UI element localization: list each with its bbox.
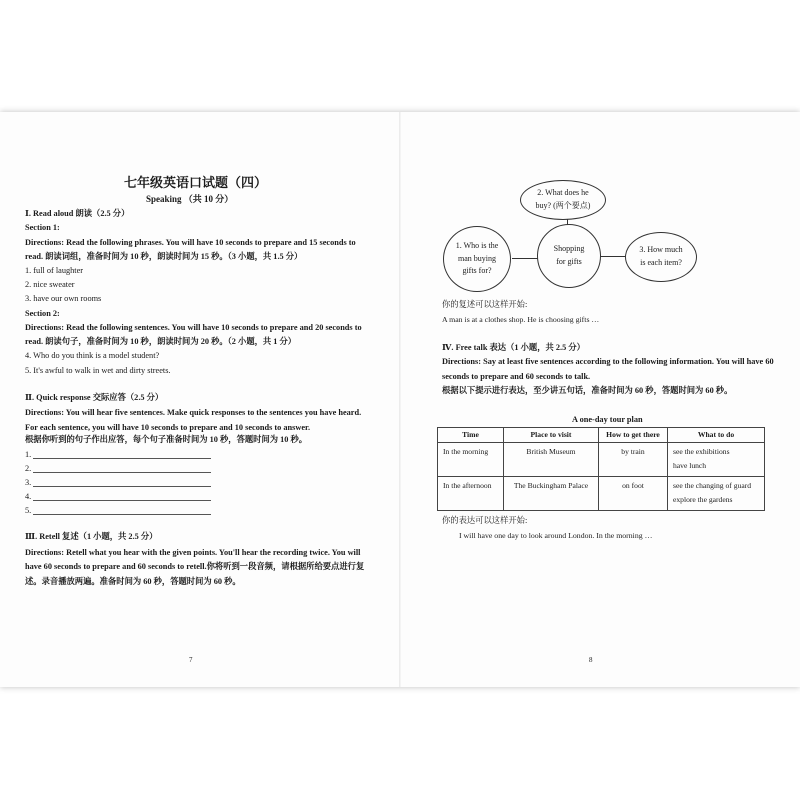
directions: read. 朗读句子，准备时间为 10 秒，朗读时间为 20 秒。（2 小题，共 1 分） — [25, 337, 297, 346]
activity: see the exhibitions — [673, 446, 730, 456]
table-cell: by train — [599, 442, 668, 476]
part3-heading: Ⅲ. Retell 复述（1 小题，共 2.5 分） — [25, 532, 158, 541]
table-cell — [668, 476, 765, 510]
directions: 根据你听到的句子作出应答，每个句子准备时间为 10 秒，答题时间为 10 秒。 — [25, 435, 308, 444]
directions: For each sentence, you will have 10 seconds to prepare and 10 seconds to answer. — [25, 423, 311, 432]
diagram-node-center: Shopping for gifts — [537, 224, 601, 288]
table-row — [438, 476, 765, 510]
directions: Directions: Say at least five sentences according to the following information. You will have 60 — [442, 357, 774, 366]
blank-label: 3. — [25, 478, 32, 487]
page-subtitle: Speaking （共 10 分） — [146, 194, 234, 204]
directions: Directions: Retell what you hear with the given points. You'll hear the recording twice. You will — [25, 548, 361, 557]
directions: seconds to prepare and 60 seconds to talk. — [442, 372, 591, 381]
answer-line — [33, 514, 211, 515]
talk-start: I will have one day to look around London. In the morning … — [459, 531, 653, 540]
table-cell: The Buckingham Palace — [504, 476, 599, 510]
list-item: 3. have our own rooms — [25, 294, 102, 303]
list-item: 2. nice sweater — [25, 280, 75, 289]
table-cell: In the morning — [438, 442, 504, 476]
directions: 述。录音播放两遍。准备时间为 60 秒，答题时间为 60 秒。 — [25, 577, 241, 586]
column-header: Time — [438, 428, 504, 443]
diagram-node-what: 2. What does he buy? (两个要点) — [520, 180, 606, 220]
directions: Directions: You will hear five sentences. Make quick responses to the sentences you have heard. — [25, 408, 362, 417]
blank-label: 2. — [25, 464, 32, 473]
table-cell — [668, 442, 765, 476]
answer-line — [33, 458, 211, 459]
column-header: What to do — [668, 428, 765, 443]
directions: 根据以下提示进行表达，至少讲五句话，准备时间为 60 秒，答题时间为 60 秒。 — [442, 386, 733, 395]
answer-line — [33, 472, 211, 473]
list-item: 4. Who do you think is a model student? — [25, 351, 160, 360]
part1-heading: Ⅰ. Read aloud 朗读（2.5 分） — [25, 209, 130, 218]
arrow-right — [599, 256, 625, 257]
page-title: 七年级英语口试题（四） — [124, 175, 268, 190]
directions: have 60 seconds to prepare and 60 seconds to retell.你将听到一段音频，请根据所给要点进行复 — [25, 562, 365, 571]
directions: Directions: Read the following phrases. You will have 10 seconds to prepare and 15 seconds to — [25, 238, 356, 247]
directions: Directions: Read the following sentences. You will have 10 seconds to prepare and 20 seconds to — [25, 323, 362, 332]
table-caption: A one-day tour plan — [572, 415, 643, 424]
list-item: 1. full of laughter — [25, 266, 84, 275]
section1-label: Section 1: — [25, 223, 60, 232]
activity: have lunch — [673, 461, 707, 471]
table-header-row — [438, 428, 765, 443]
page-number: 7 — [189, 656, 193, 664]
list-item: 5. It's awful to walk in wet and dirty streets. — [25, 366, 171, 375]
page-fold — [399, 112, 401, 687]
arrow-left — [512, 258, 538, 259]
blank-label: 1. — [25, 450, 32, 459]
diagram-node-who: 1. Who is the man buying gifts for? — [443, 226, 511, 292]
blank-label: 5. — [25, 506, 32, 515]
answer-line — [33, 486, 211, 487]
retell-start: A man is at a clothes shop. He is choosing gifts … — [442, 315, 600, 324]
part2-heading: Ⅱ. Quick response 交际应答（2.5 分） — [25, 393, 164, 402]
talk-prompt: 你的表达可以这样开始: — [442, 516, 528, 525]
table-row — [438, 442, 765, 476]
diagram-node-how-much: 3. How much is each item? — [625, 232, 697, 282]
column-header: How to get there — [599, 428, 668, 443]
answer-line — [33, 500, 211, 501]
page-number: 8 — [589, 656, 593, 664]
tour-plan-table — [437, 427, 765, 511]
retell-prompt: 你的复述可以这样开始: — [442, 300, 528, 309]
part4-heading: Ⅳ. Free talk 表达（1 小题，共 2.5 分） — [442, 343, 585, 352]
directions: read. 朗读词组，准备时间为 10 秒，朗读时间为 15 秒。（3 小题，共 1.5 分） — [25, 252, 303, 261]
column-header: Place to visit — [504, 428, 599, 443]
blank-label: 4. — [25, 492, 32, 501]
table-cell: British Museum — [504, 442, 599, 476]
table-cell: In the afternoon — [438, 476, 504, 510]
table-cell: on foot — [599, 476, 668, 510]
activity: see the changing of guard — [673, 480, 752, 490]
section2-label: Section 2: — [25, 309, 60, 318]
activity: explore the gardens — [673, 495, 733, 505]
